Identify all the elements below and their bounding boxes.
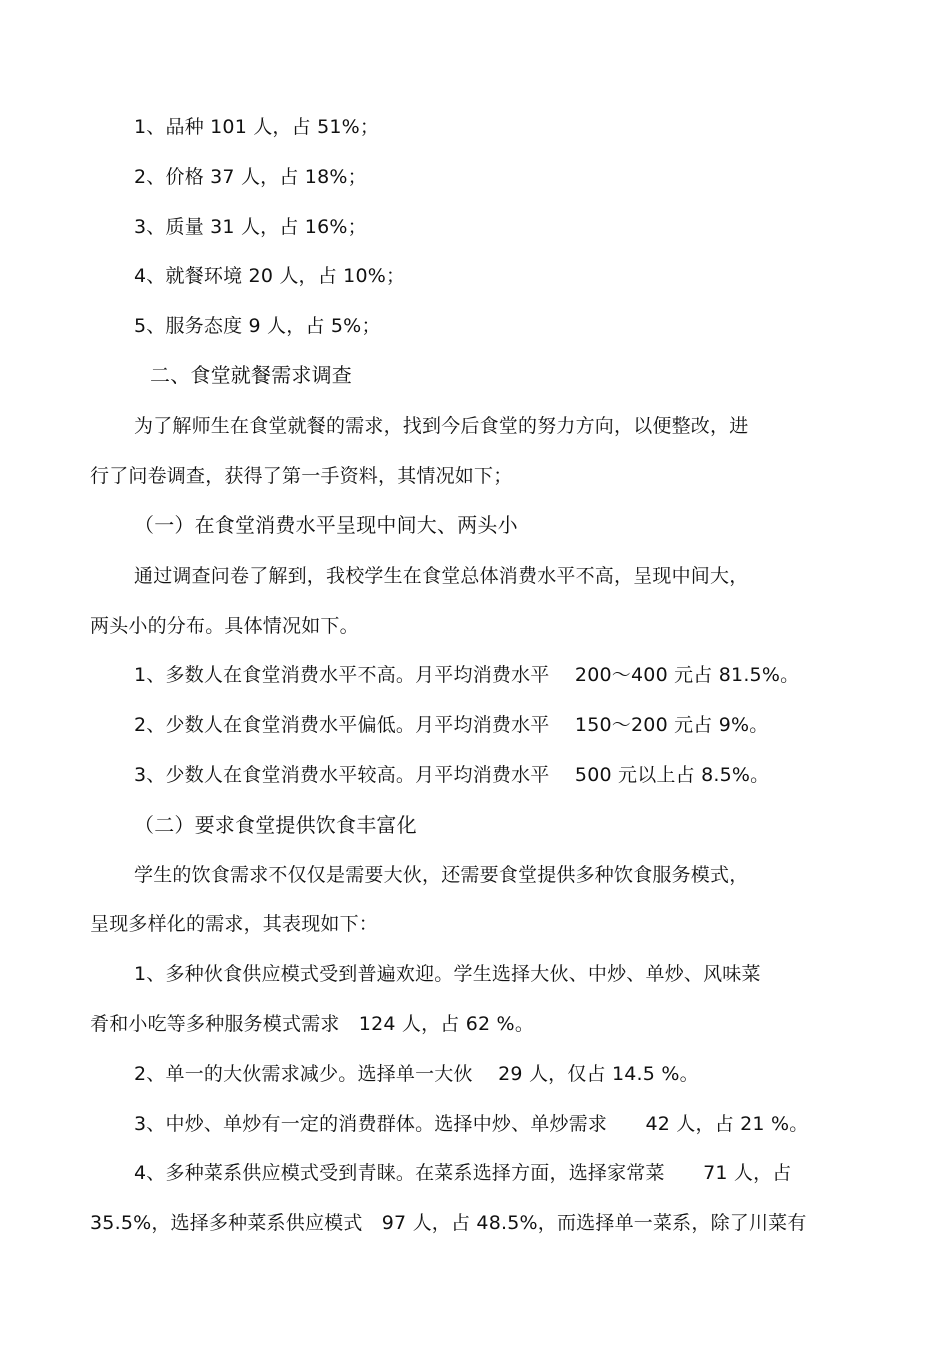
subsection-heading: （二）要求食堂提供饮食丰富化 (134, 813, 417, 837)
text-line: 4、就餐环境 20 人，占 10%； (134, 265, 406, 287)
text-line: 1、品种 101 人，占 51%； (134, 116, 380, 138)
text-line: 3、中炒、单炒有一定的消费群体。选择中炒、单炒需求 42 人，占 21 %。 (134, 1113, 809, 1135)
text-line: 2、价格 37 人，占 18%； (134, 166, 367, 188)
text-line: 2、单一的大伙需求减少。选择单一大伙 29 人，仅占 14.5 %。 (134, 1063, 699, 1085)
text-line: 通过调查问卷了解到，我校学生在食堂总体消费水平不高，呈现中间大， (134, 565, 749, 587)
text-line: 行了问卷调查，获得了第一手资料，其情况如下； (90, 465, 513, 487)
text-line: 为了解师生在食堂就餐的需求，找到今后食堂的努力方向，以便整改，进 (134, 415, 749, 437)
text-line: 4、多种菜系供应模式受到青睐。在菜系选择方面，选择家常菜 71 人，占 (134, 1162, 792, 1184)
text-line: 1、多数人在食堂消费水平不高。月平均消费水平 200～400 元占 81.5%。 (134, 664, 800, 686)
subsection-heading: （一）在食堂消费水平呈现中间大、两头小 (134, 513, 518, 537)
text-line: 35.5%，选择多种菜系供应模式 97 人，占 48.5%，而选择单一菜系，除了川菜有 (90, 1212, 807, 1234)
text-line: 肴和小吃等多种服务模式需求 124 人，占 62 %。 (90, 1013, 535, 1035)
text-line: 3、质量 31 人，占 16%； (134, 216, 367, 238)
text-line: 两头小的分布。具体情况如下。 (90, 615, 359, 637)
text-line: 呈现多样化的需求，其表现如下： (90, 913, 379, 935)
text-line: 2、少数人在食堂消费水平偏低。月平均消费水平 150～200 元占 9%。 (134, 714, 769, 736)
text-line: 5、服务态度 9 人，占 5%； (134, 315, 381, 337)
text-line: 学生的饮食需求不仅仅是需要大伙，还需要食堂提供多种饮食服务模式， (134, 864, 749, 886)
section-heading: 二、食堂就餐需求调查 (150, 363, 352, 387)
text-line: 3、少数人在食堂消费水平较高。月平均消费水平 500 元以上占 8.5%。 (134, 764, 770, 786)
text-line: 1、多种伙食供应模式受到普遍欢迎。学生选择大伙、中炒、单炒、风味菜 (134, 963, 761, 985)
